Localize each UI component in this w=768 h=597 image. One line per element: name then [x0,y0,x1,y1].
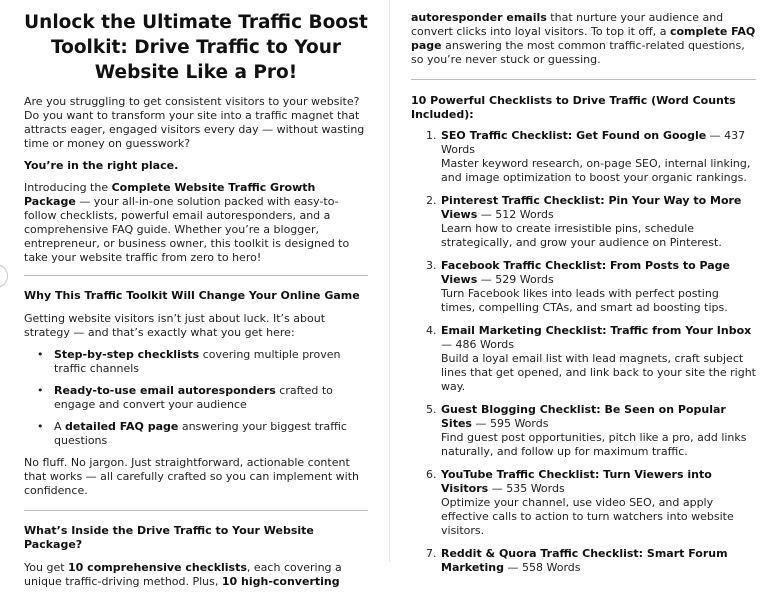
list-item: 1. SEO Traffic Checklist: Get Found on Google — 437 Words Master keyword research, on-page SEO, internal linking, and image optimization to boost your organic rankings. [426,129,751,184]
inside-paragraph: You get 10 comprehensive checklists, each covering a unique traffic-driving method. Plus, 10 high-converting [24,561,342,588]
list-item: 7. Reddit & Quora Traffic Checklist: Smart Forum Marketing — 558 Words [426,547,728,574]
package-continuation: autoresponder emails that nurture your audience and convert clicks into loyal visitors. To top it off, a complete FAQ page answering the most common traffic-related questions, so you’re never stuck or guessing. [411,11,756,66]
why-text: Getting website visitors isn’t just about luck. It’s about strategy — and that’s exactly what you get here: [24,312,326,339]
why-heading: Why This Traffic Toolkit Will Change Your Online Game [24,289,360,302]
right-column [411,11,756,584]
list-item: 2. Pinterest Traffic Checklist: Pin Your Way to More Views — 512 Words Learn how to create irresistible pins, schedule strategically, and grow your audience on Pinterest. [426,194,742,249]
section-divider [24,275,368,276]
side-panel-handle[interactable] [0,264,8,288]
list-item: 4. Email Marketing Checklist: Traffic from Your Inbox — 486 Words Build a loyal email list with lead magnets, craft subject lines that get opened, and link back to your site the right way. [426,324,756,393]
checklist-list [411,129,756,575]
left-column [24,0,368,597]
benefits-list [24,348,368,448]
section-divider [411,79,756,80]
list-item: • Step-by-step checklists covering multiple proven traffic channels [24,348,368,376]
list-item: 6. YouTube Traffic Checklist: Turn Viewers into Visitors — 535 Words Optimize your channel, use video SEO, and apply effective calls to action to turn watchers into website visitors. [426,468,734,537]
introducing-paragraph: Introducing the Complete Website Traffic Growth Package — your all-in-one solution packed with easy-to-follow checklists, powerful email autoresponders, and a comprehensive FAQ guide. Whether you’re a blogger, entrepreneur, or business owner, this toolkit is designed to take your website traffic from zero to hero! [24,181,350,264]
list-item: • A detailed FAQ page answering your biggest traffic questions [24,420,368,448]
no-fluff-paragraph: No fluff. No jargon. Just straightforward, actionable content that works — all carefully crafted so you can implement with confidence. [24,456,359,497]
intro-paragraph: Are you struggling to get consistent visitors to your website? Do you want to transform your site into a traffic magnet that attracts eager, engaged visitors every day — without wasting time or money on guesswork? [24,95,365,150]
list-item: 3. Facebook Traffic Checklist: From Posts to Page Views — 529 Words Turn Facebook likes into leads with perfect posting times, compelling CTAs, and smart ad boosting tips. [426,259,730,314]
column-divider [389,0,390,562]
page-title: Unlock the Ultimate Traffic Boost Toolkit: Drive Traffic to Your Website Like a Pro! [24,12,368,83]
list-item: 5. Guest Blogging Checklist: Be Seen on Popular Sites — 595 Words Find guest post opportunities, pitch like a pro, add links naturally, and follow up for maximum traffic. [426,403,747,458]
inside-heading: What’s Inside the Drive Traffic to Your Website Package? [24,524,314,551]
list-item: • Ready-to-use email autoresponders crafted to engage and convert your audience [24,384,368,412]
right-place-text: You’re in the right place. [24,159,179,172]
section-divider [24,510,368,511]
checklists-heading: 10 Powerful Checklists to Drive Traffic (Word Counts Included): [411,94,736,121]
